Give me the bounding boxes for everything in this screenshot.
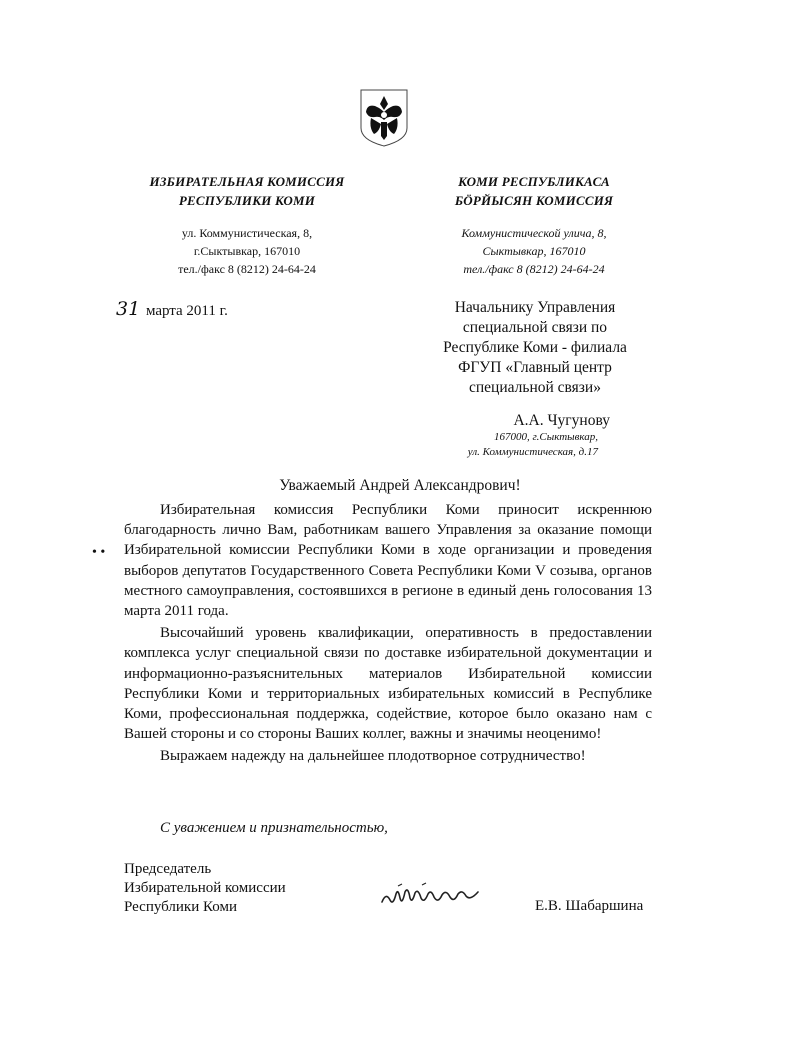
title-line: Председатель [124, 861, 212, 877]
address-line: г.Сыктывкар, 167010 [193, 244, 301, 258]
recipient-line: специальной связи по [462, 319, 608, 336]
address-line: Коммунистической улича, 8, [461, 226, 607, 240]
recipient-name: А.А. Чугунову [513, 412, 610, 429]
salutation: Уважаемый Андрей Александрович! [279, 477, 521, 494]
recipient-line: Республике Коми - филиала [443, 339, 627, 356]
signatory-title [124, 860, 286, 917]
org-name-komi [404, 172, 664, 210]
address-line: Сыктывкар, 167010 [482, 244, 586, 258]
recipient-line: Начальнику Управления [454, 299, 616, 316]
title-line: Избирательной комиссии [124, 880, 286, 896]
recipient-line: ФГУП «Главный центр [458, 359, 612, 376]
address-line: ул. Коммунистическая, 8, [181, 226, 313, 240]
body-paragraph: Избирательная комиссия Республики Коми приносит искреннюю благодарность лично Вам, работникам вашего Управления за оказание помощи Избирательной комиссии Республики Коми в ходе организации и проведения выборов депутатов Государственного Совета Республики Коми V созыва, органов местного самоуправления, состоявшихся в регионе в единый день голосования 13 марта 2011 года. [124, 502, 652, 620]
org-name-line: РЕСПУБЛИКИ КОМИ [178, 193, 316, 208]
body-paragraph: Высочайший уровень квалификации, оперативность в предоставлении комплекса услуг специальной связи по доставке избирательной документации и информационно-разъяснительных материалов Избирательной комиссии Республики Коми и территориальных избирательных комиссий в Республике Коми, профессиональная поддержка, содействие, которое было оказано нам с Вашей стороны и со стороны Ваших коллег, важны и значимы неоценимо! [124, 625, 652, 743]
date-day-handwritten: 31 [116, 298, 141, 320]
address-line: ул. Коммунистическая, д.17 [467, 446, 598, 458]
phone-line: тел./факс 8 (8212) 24-64-24 [463, 262, 605, 276]
recipient-address [420, 430, 598, 460]
header-right [404, 172, 664, 278]
header-left [117, 172, 377, 278]
recipient-line: специальной связи» [469, 379, 601, 396]
org-address-ru [117, 224, 377, 278]
org-name-line: БÖРЙЫСЯН КОМИССИЯ [454, 193, 614, 208]
signatory-name: Е.В. Шабаршина [535, 898, 644, 914]
margin-marks: • • [92, 545, 106, 560]
address-line: 167000, г.Сыктывкар, [494, 431, 598, 443]
recipient-block [400, 298, 670, 398]
org-name-ru [117, 172, 377, 210]
org-name-line: ИЗБИРАТЕЛЬНАЯ КОМИССИЯ [149, 174, 345, 189]
komi-republic-emblem-icon [359, 88, 409, 148]
body-paragraph: Выражаем надежду на дальнейшее плодотворное сотрудничество! [160, 748, 586, 765]
handwritten-signature-icon [378, 880, 483, 910]
phone-line: тел./факс 8 (8212) 24-64-24 [178, 262, 316, 276]
closing-phrase: С уважением и признательностью, [160, 820, 388, 836]
title-line: Республики Коми [124, 899, 237, 915]
letter-date [116, 298, 228, 320]
org-name-line: КОМИ РЕСПУБЛИКАСА [458, 174, 610, 189]
org-address-komi [404, 224, 664, 278]
date-month-year: марта 2011 г. [145, 303, 228, 319]
letter-body [124, 500, 652, 767]
